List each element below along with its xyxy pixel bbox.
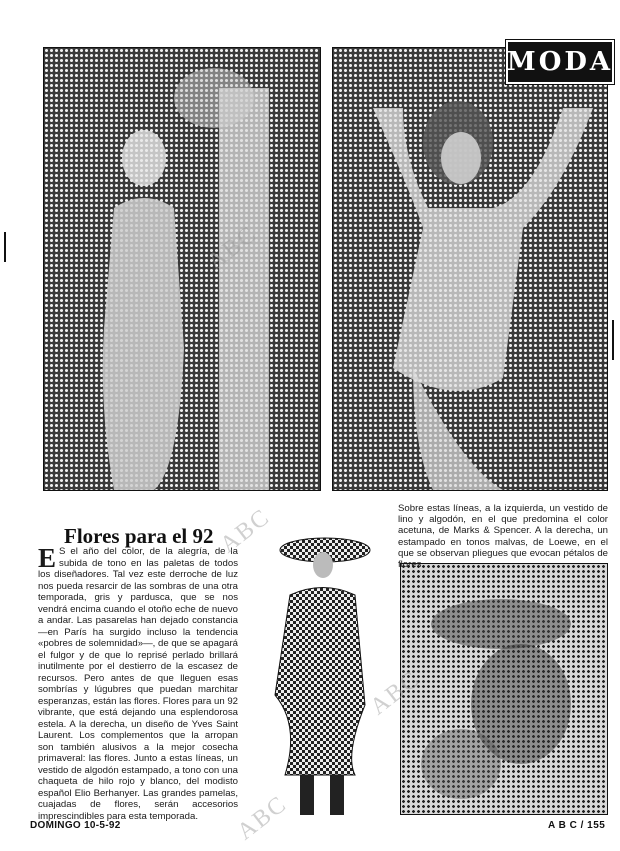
article-headline: Flores para el 92 <box>64 524 214 548</box>
section-badge: MODA <box>506 40 614 84</box>
watermark: ABC <box>365 665 426 721</box>
margin-mark <box>4 232 6 262</box>
photo-flowered-dress <box>43 47 321 491</box>
photo-floral-detail <box>400 563 608 815</box>
photo-standing-model <box>245 525 380 815</box>
article-body <box>38 543 239 822</box>
photo-caption: Sobre estas líneas, a la izquierda, un vestido de lino y algodón, en el que predomina el color acetuna, de Marks & Spencer. A la derecha, un estampado en tonos malvas, de Loewe, en el que se observan pliegues que evocan pétalos de flores. <box>398 503 608 571</box>
standing-model-illustration <box>245 525 380 815</box>
photo-bottom-shapes <box>401 564 607 814</box>
drop-cap: E <box>38 543 57 573</box>
watermark: ABC <box>202 220 263 276</box>
photo-left-figure <box>44 48 320 490</box>
watermark: ABC <box>232 790 293 846</box>
margin-mark <box>612 320 614 360</box>
footer-page-number: A B C / 155 <box>548 820 606 831</box>
footer-date: DOMINGO 10-5-92 <box>30 820 121 831</box>
article-body-text: S el año del color, de la alegría, de la subida de tono en las paletas de todos los diseñadores. Tal vez este derroche de luz nos pueda resarcir de las sombras de una otra temporada, gris y pardusca, que se nos vendrá encima cuando el otoño eche de nuevo a andar. Las pasarelas han dejado constancia —en París ha surgido incluso la tendencia «pobres de solemnidad»—, de que se apagará el fulgor y de que lo reprisé perlado brillará inutilmente por el destierro de la escasez de recursos. Pero antes de que lleguen esas sombrías y lúgubres que puedan marchitar esperanzas, están las flores. Flores para un 92 vibrante, que está dejando una esplendorosa estela. A la derecha, un diseño de Yves Saint Laurent. Los complementos que la arropan son también alusivos a la mejor cosecha primaveral: las flores. Junto a estas líneas, un vestido de algodón estampado, a tono con una chaqueta de hilo rojo y blanco, del modisto español Elio Berhanyer. Las grandes pamelas, cuajadas de flores, serán accesorios imprescindibles para esta temporada. <box>38 546 239 822</box>
watermark: ABC <box>215 503 276 559</box>
photo-right-figure <box>333 48 607 490</box>
photo-printed-outfit <box>332 47 608 491</box>
